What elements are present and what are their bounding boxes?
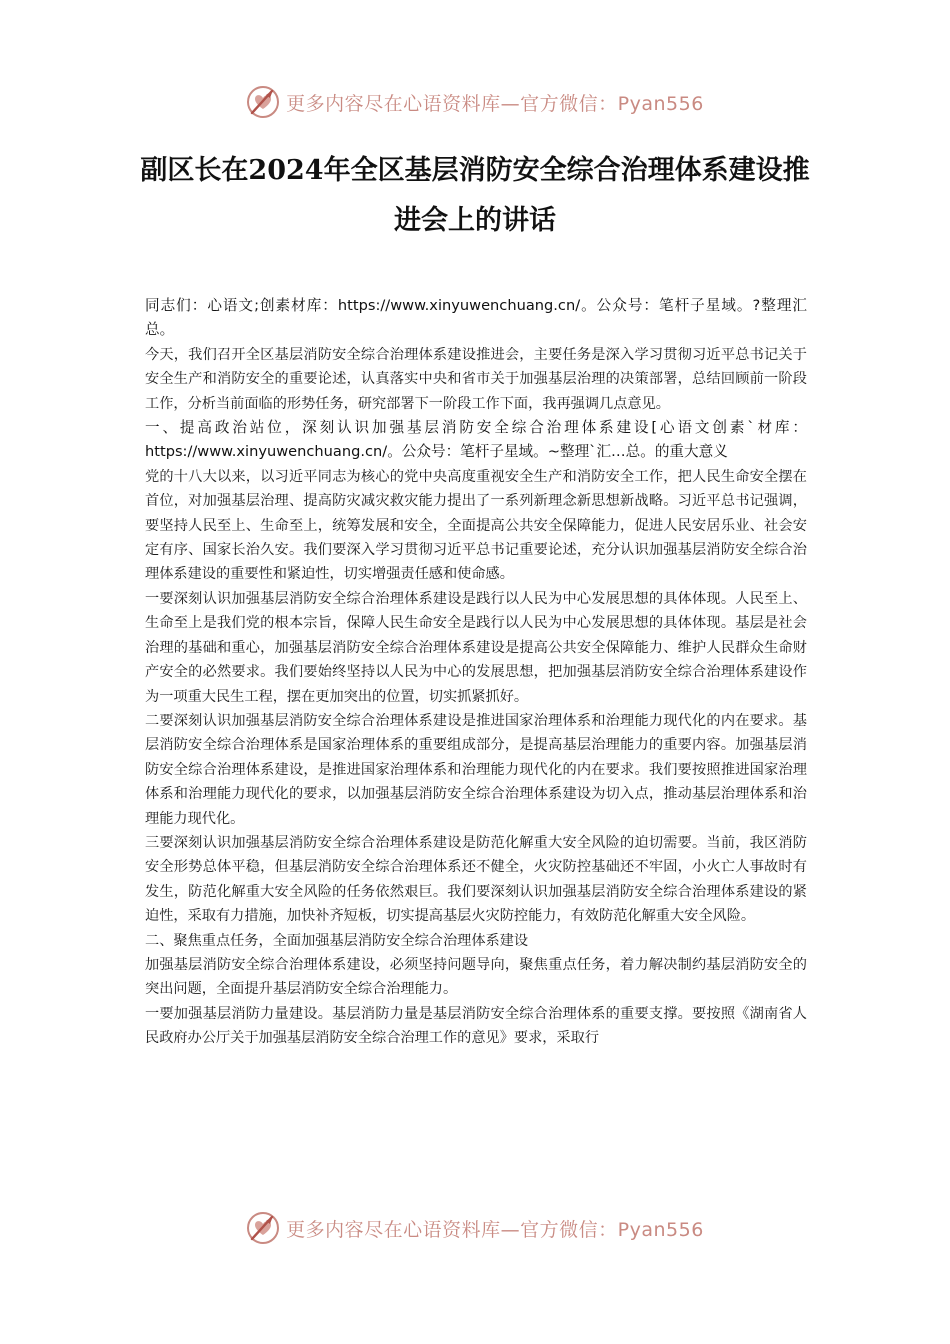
body-paragraph: 加强基层消防安全综合治理体系建设，必须坚持问题导向，聚焦重点任务，着力解决制约基层消防安全的突出问题，全面提升基层消防安全综合治理能力。 <box>145 956 807 998</box>
bottom-watermark-banner <box>0 1208 950 1248</box>
watermark-text: 更多内容尽在心语资料库—官方微信：Pyan556 <box>286 92 704 115</box>
intro-paragraph: 今天，我们召开全区基层消防安全综合治理体系建设推进会，主要任务是深入学习贯彻习近平总书记关于安全生产和消防安全的重要论述，认真落实中央和省市关于加强基层治理的决策部署，总结回顾前一阶段工作，分析当前面临的形势任务，研究部署下一阶段工作下面，我再强调几点意见。 <box>145 346 807 412</box>
body-paragraph: 党的十八大以来，以习近平同志为核心的党中央高度重视安全生产和消防安全工作，把人民生命安全摆在首位，对加强基层治理、提高防灾减灾救灾能力提出了一系列新理念新思想新战略。习近平总书记强调，要坚持人民至上、生命至上，统筹发展和安全，全面提高公共安全保障能力，促进人民安居乐业、社会安定有序、国家长治久安。我们要深入学习贯彻习近平总书记重要论述，充分认识加强基层消防安全综合治理体系建设的重要性和紧迫性，切实增强责任感和使命感。 <box>145 468 807 583</box>
feather-heart-logo-icon <box>246 85 280 119</box>
body-paragraph: 三要深刻认识加强基层消防安全综合治理体系建设是防范化解重大安全风险的迫切需要。当前，我区消防安全形势总体平稳，但基层消防安全综合治理体系还不健全，火灾防控基础还不牢固，小火亡人事故时有发生，防范化解重大安全风险的任务依然艰巨。我们要深刻认识加强基层消防安全综合治理体系建设的紧迫性，采取有力措施，加快补齐短板，切实提高基层火灾防控能力，有效防范化解重大安全风险。 <box>145 834 807 925</box>
section-heading-1: 一、提高政治站位，深刻认识加强基层消防安全综合治理体系建设[心语文创素`材库：https://www.xinyuwenchuang.cn/。公众号：笔杆子星域。~整理`汇…总。的重大意义 <box>145 419 807 461</box>
document-title: 副区长在2024年全区基层消防安全综合治理体系建设推进会上的讲话 <box>140 155 810 236</box>
body-paragraph: 二要深刻认识加强基层消防安全综合治理体系建设是推进国家治理体系和治理能力现代化的内在要求。基层消防安全综合治理体系是国家治理体系的重要组成部分，是提高基层治理能力的重要内容。加强基层消防安全综合治理体系建设，是推进国家治理体系和治理能力现代化的内在要求。我们要按照推进国家治理体系和治理能力现代化的要求，以加强基层消防安全综合治理体系建设为切入点，推动基层治理体系和治理能力现代化。 <box>145 712 807 827</box>
document-body <box>145 294 807 1051</box>
salutation-paragraph: 同志们：心语文;创素材库：https://www.xinyuwenchuang.cn/。公众号：笔杆子星域。?整理汇总。 <box>145 297 807 339</box>
feather-heart-logo-icon <box>246 1211 280 1245</box>
body-paragraph: 一要深刻认识加强基层消防安全综合治理体系建设是践行以人民为中心发展思想的具体体现。人民至上、生命至上是我们党的根本宗旨，保障人民生命安全是践行以人民为中心发展思想的具体体现。基层是社会治理的基础和重心，加强基层消防安全综合治理体系建设是提高公共安全保障能力、维护人民群众生命财产安全的必然要求。我们要始终坚持以人民为中心的发展思想，把加强基层消防安全综合治理体系建设作为一项重大民生工程，摆在更加突出的位置，切实抓紧抓好。 <box>145 590 807 705</box>
top-watermark-banner <box>0 82 950 122</box>
body-paragraph: 一要加强基层消防力量建设。基层消防力量是基层消防安全综合治理体系的重要支撑。要按照《湖南省人民政府办公厅关于加强基层消防安全综合治理工作的意见》要求，采取行 <box>145 1005 807 1047</box>
section-heading-2: 二、聚焦重点任务，全面加强基层消防安全综合治理体系建设 <box>145 932 529 949</box>
watermark-text: 更多内容尽在心语资料库—官方微信：Pyan556 <box>286 1218 704 1241</box>
